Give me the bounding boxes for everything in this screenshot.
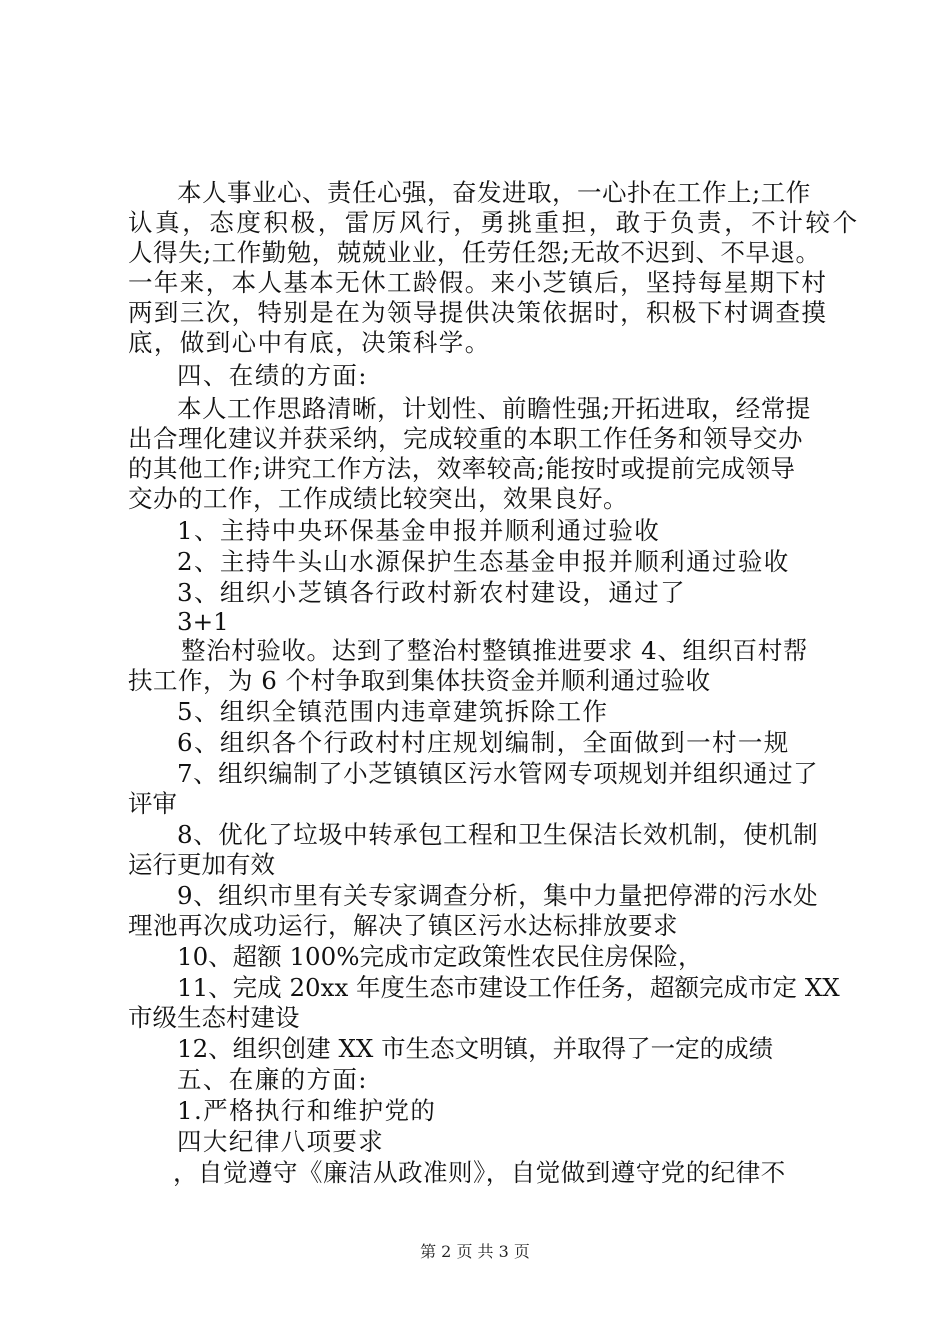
list-item: 6、组织各个行政村村庄规划编制，全面做到一村一规 [177, 728, 790, 757]
text-line: 一年来，本人基本无休工龄假。来小芝镇后，坚持每星期下村 [128, 268, 828, 297]
text-line: ，自觉遵守《廉洁从政准则》，自觉做到遵守党的纪律不 [173, 1158, 786, 1187]
text-line: 整治村验收。达到了整治村整镇推进要求 4、组织百村帮 [181, 636, 808, 665]
text-line: 的其他工作;讲究工作方法，效率较高;能按时或提前完成领导 [128, 454, 796, 483]
list-item: 7、组织编制了小芝镇镇区污水管网专项规划并组织通过了 [177, 759, 819, 788]
text-line: 运行更加有效 [128, 850, 275, 879]
page-footer: 第 2 页 共 3 页 [420, 1242, 530, 1261]
text-line: 交办的工作，工作成绩比较突出，效果良好。 [128, 484, 628, 513]
list-item: 2、主持牛头山水源保护生态基金申报并顺利通过验收 [177, 547, 790, 576]
text-line: 底，做到心中有底，决策科学。 [128, 328, 491, 357]
list-item: 8、优化了垃圾中转承包工程和卫生保洁长效机制，使机制 [177, 820, 819, 849]
list-item: 1、主持中央环保基金申报并顺利通过验收 [177, 516, 661, 545]
text-line: 市级生态村建设 [128, 1003, 300, 1032]
text-line: 评审 [128, 789, 177, 818]
list-item: 3、组织小芝镇各行政村新农村建设，通过了 [177, 578, 687, 607]
text-line: 认真，态度积极，雷厉风行，勇挑重担，敢于负责，不计较个 [128, 208, 860, 237]
text-line: 出合理化建议并获采纳，完成较重的本职工作任务和领导交办 [128, 424, 803, 453]
list-item: 12、组织创建 XX 市生态文明镇，并取得了一定的成绩 [177, 1034, 774, 1063]
list-item: 9、组织市里有关专家调查分析，集中力量把停滞的污水处 [177, 881, 819, 910]
text-line: 两到三次，特别是在为领导提供决策依据时，积极下村调查摸 [128, 298, 828, 327]
text-line: 四大纪律八项要求 [177, 1127, 385, 1156]
section-heading: 五、在廉的方面: [177, 1065, 368, 1094]
text-line: 本人工作思路清晰，计划性、前瞻性强;开拓进取，经常提 [177, 394, 811, 423]
text-line: 本人事业心、责任心强，奋发进取，一心扑在工作上;工作 [177, 178, 811, 207]
text-line: 扶工作，为 6 个村争取到集体扶资金并顺利通过验收 [128, 666, 711, 695]
list-item: 5、组织全镇范围内违章建筑拆除工作 [177, 697, 609, 726]
list-item: 10、超额 100%完成市定政策性农民住房保险， [177, 942, 703, 971]
text-line: 3+1 [177, 607, 229, 636]
section-heading: 四、在绩的方面: [177, 361, 368, 390]
list-item: 1.严格执行和维护党的 [177, 1096, 437, 1125]
text-line: 人得失;工作勤勉，兢兢业业，任劳任怨;无故不迟到、不早退。 [128, 238, 821, 267]
list-item: 11、完成 20xx 年度生态市建设工作任务，超额完成市定 XX [177, 973, 840, 1002]
text-line: 理池再次成功运行，解决了镇区污水达标排放要求 [128, 911, 678, 940]
